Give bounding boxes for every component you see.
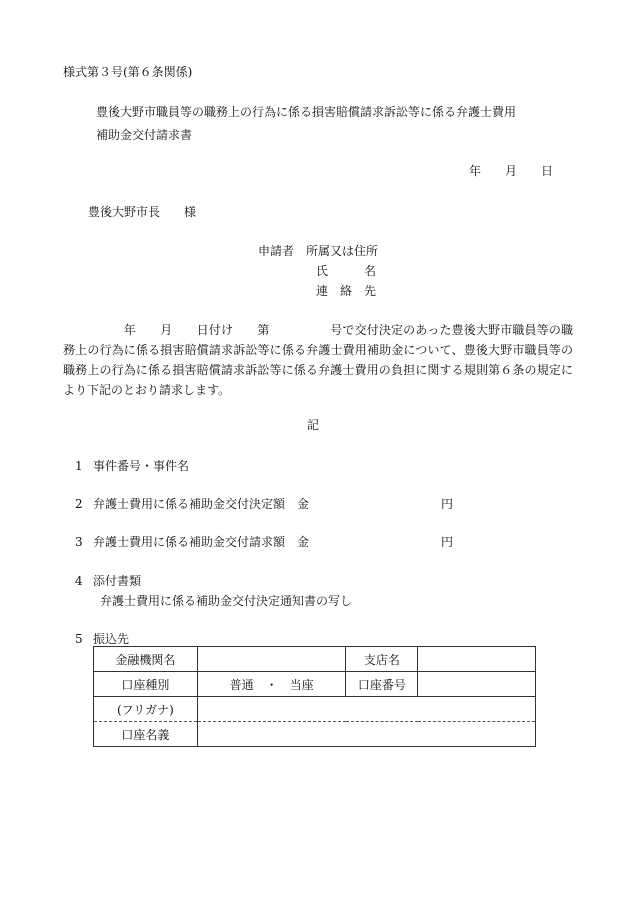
item-number: 5 <box>75 632 83 646</box>
date-day: 日 <box>541 164 554 178</box>
request-body <box>63 320 573 400</box>
item-number: 2 <box>75 497 83 511</box>
account-holder-field[interactable] <box>197 722 535 747</box>
account-type-label: 口座種別 <box>94 672 198 697</box>
account-type-value[interactable]: 普通 ・ 当座 <box>197 672 346 697</box>
title-line-2: 補助金交付請求書 <box>96 128 193 142</box>
ki-heading: 記 <box>307 418 320 432</box>
account-number-field[interactable] <box>418 672 536 697</box>
form-label: 様式第３号(第６条関係) <box>63 65 193 79</box>
bank-name-label: 金融機関名 <box>94 647 198 672</box>
item-case-number <box>75 458 189 474</box>
item-attachments <box>75 573 141 589</box>
date-month: 月 <box>505 164 518 178</box>
request-paragraph: 年 月 日付け 第 号で交付決定のあった豊後大野市職員等の職務上の行為に係る損害賠償請求訴訟等に係る弁護士費用補助金について、豊後大野市職員等の職務上の行為に係る損害賠償請求訴訟等に係る弁護士費用の負担に関する規則第６条の規定により下記のとおり請求します。 <box>63 323 573 397</box>
recipient: 豊後大野市長 様 <box>88 205 197 219</box>
branch-field[interactable] <box>418 647 536 672</box>
applicant-label: 申請者 所属又は住所 <box>258 244 379 258</box>
item-text: 弁護士費用に係る補助金交付請求額 金 円 <box>93 535 454 549</box>
table-row <box>94 697 536 722</box>
date-year: 年 <box>469 164 482 178</box>
item-requested-amount <box>75 534 453 550</box>
date-line <box>469 163 553 179</box>
title-line-1: 豊後大野市職員等の職務上の行為に係る損害賠償請求訴訟等に係る弁護士費用 <box>96 105 517 119</box>
applicant-contact-label: 連 絡 先 <box>316 284 377 298</box>
item-transfer-destination <box>75 631 129 647</box>
item-number: 3 <box>75 535 83 549</box>
item-text: 弁護士費用に係る補助金交付決定額 金 円 <box>93 497 454 511</box>
item-number: 4 <box>75 574 83 588</box>
account-holder-label: 口座名義 <box>94 722 198 747</box>
attachment-description: 弁護士費用に係る補助金交付決定通知書の写し <box>100 594 353 608</box>
applicant-name-label: 氏 名 <box>316 264 377 278</box>
item-text: 事件番号・事件名 <box>93 459 190 473</box>
item-number: 1 <box>75 459 83 473</box>
bank-account-table <box>93 646 536 747</box>
bank-name-field[interactable] <box>197 647 346 672</box>
item-text: 添付書類 <box>93 574 142 588</box>
table-row <box>94 672 536 697</box>
table-row <box>94 647 536 672</box>
item-text: 振込先 <box>93 632 130 646</box>
item-decided-amount <box>75 496 453 512</box>
furigana-field[interactable] <box>197 697 535 722</box>
table-row <box>94 722 536 747</box>
branch-label: 支店名 <box>346 647 418 672</box>
account-number-label: 口座番号 <box>346 672 418 697</box>
furigana-label: (フリガナ) <box>94 697 198 722</box>
